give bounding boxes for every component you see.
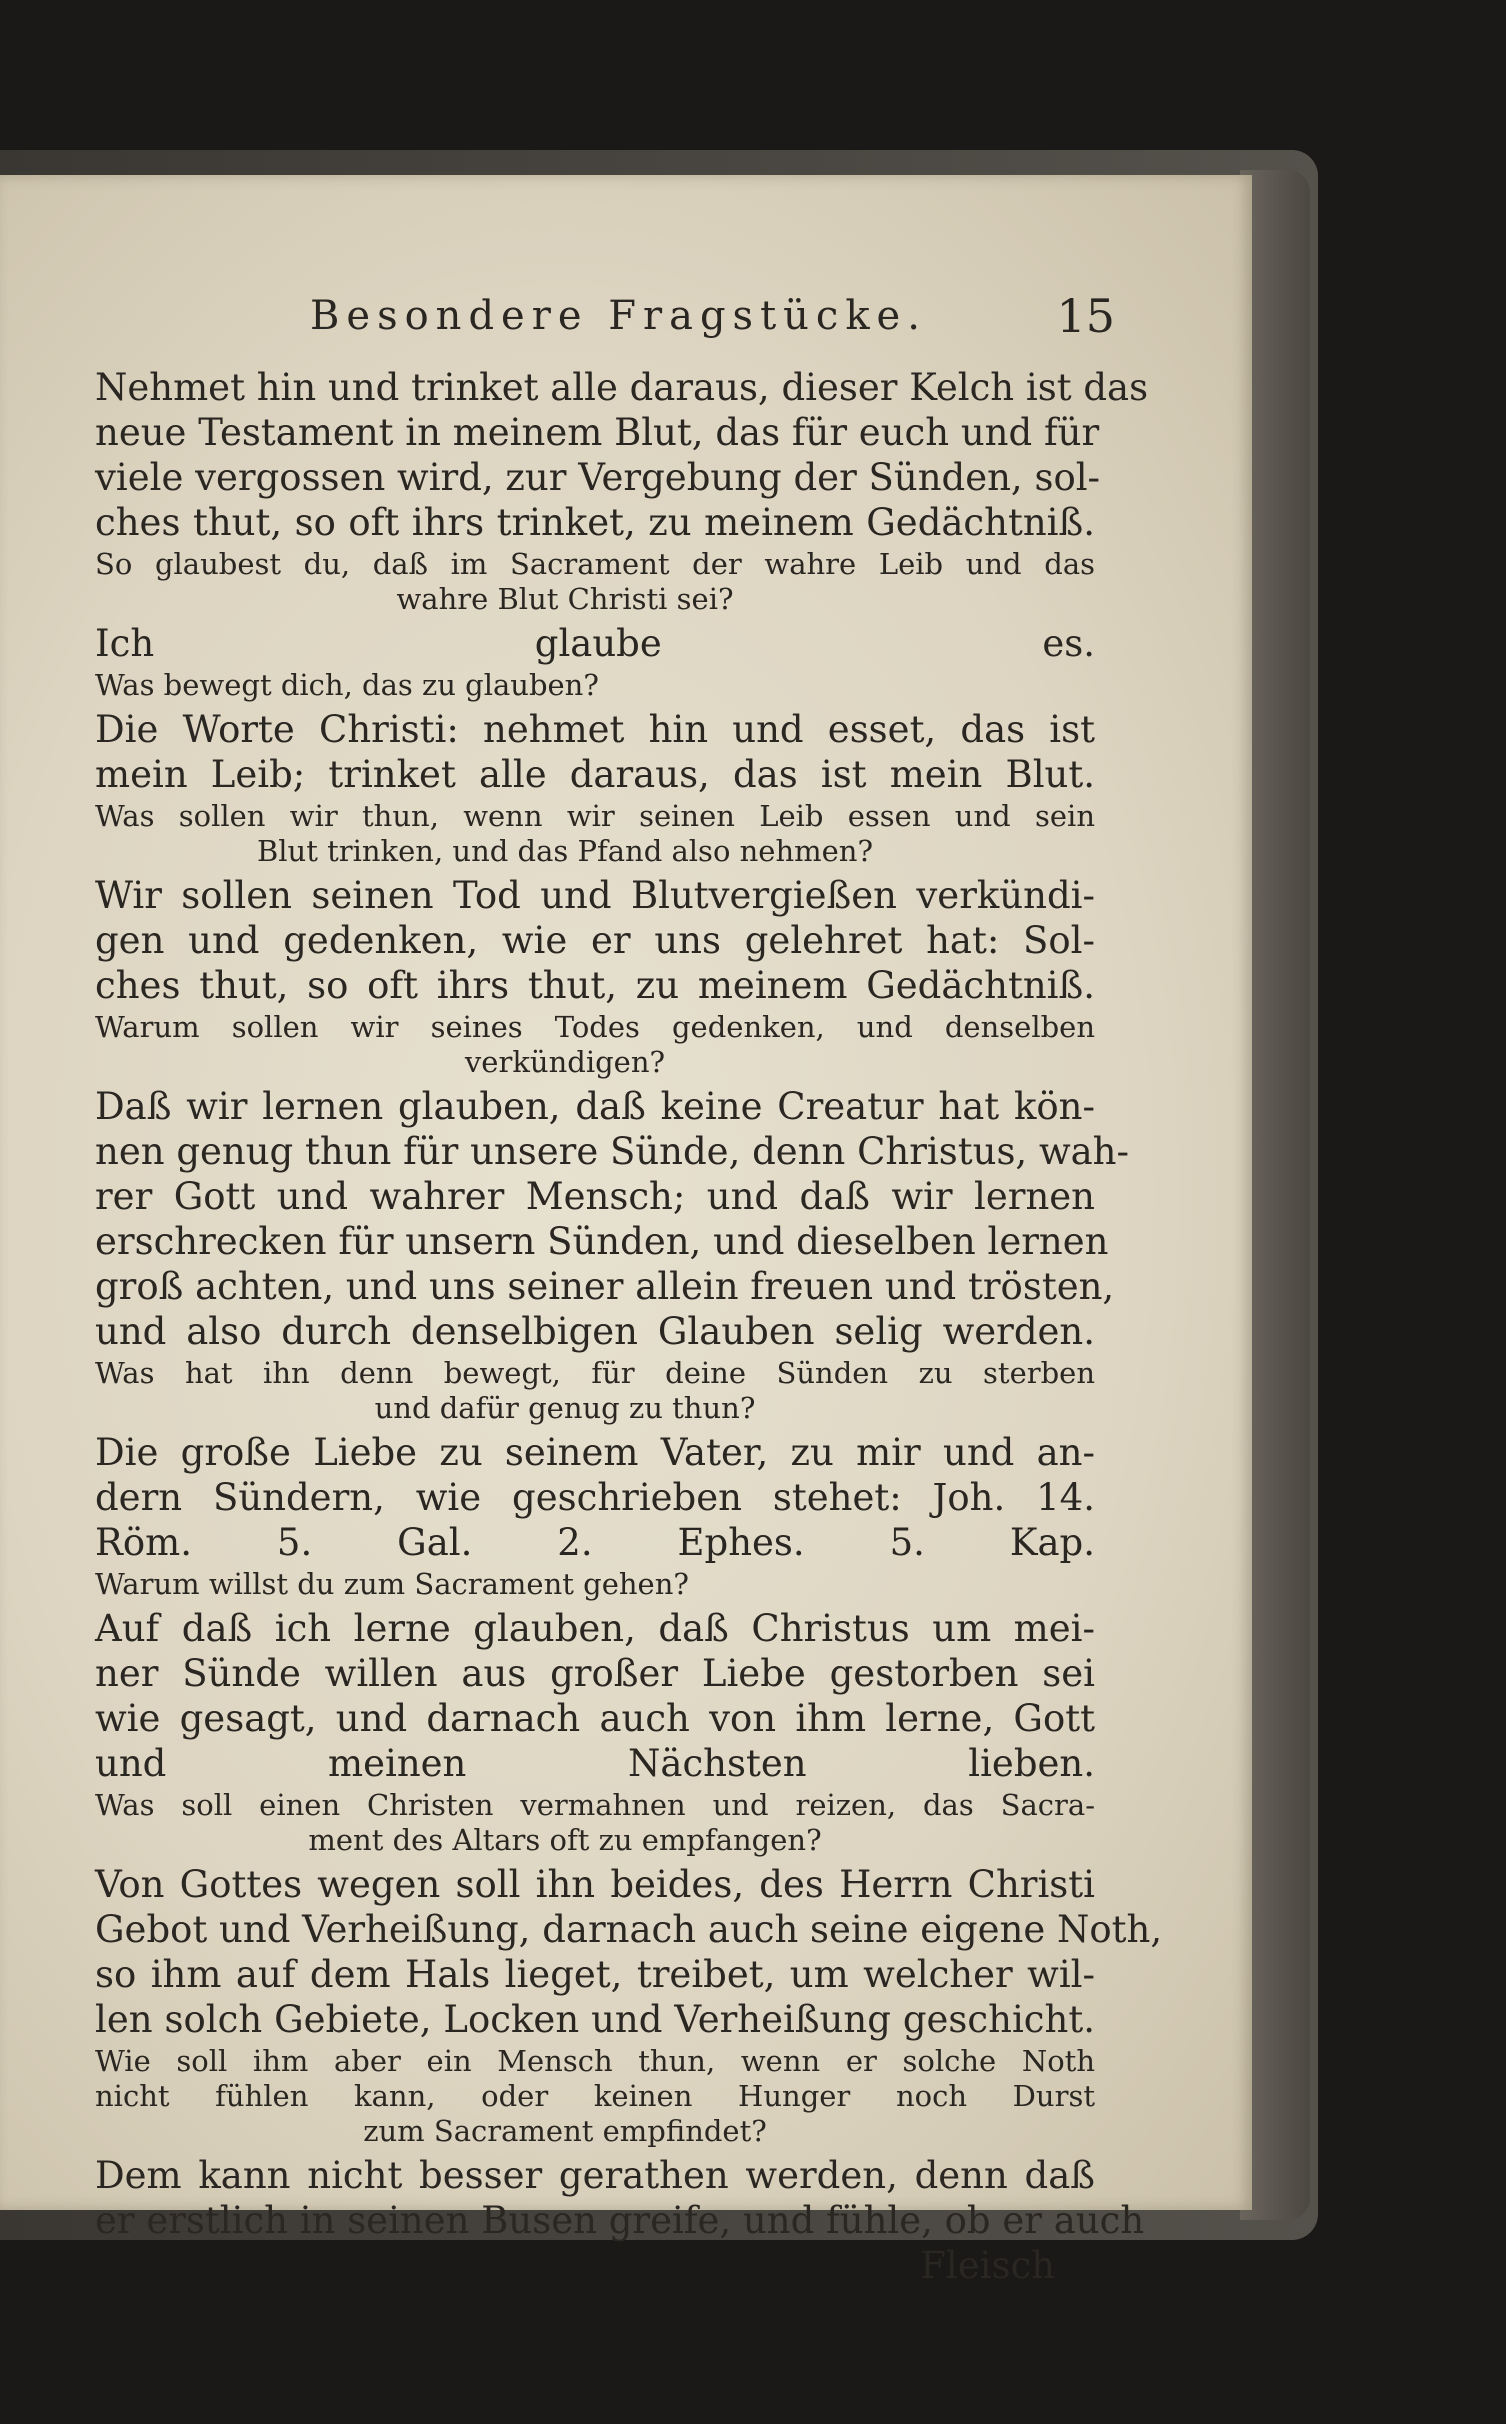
answer-paragraph xyxy=(95,873,1095,1008)
answer-line: Die Worte Christi: nehmet hin und esset, das ist xyxy=(95,708,1095,751)
question-paragraph xyxy=(95,547,1095,617)
question-paragraph xyxy=(95,1010,1095,1080)
page-text-block xyxy=(95,275,1163,2288)
question-line: Warum willst du zum Sacrament gehen? xyxy=(95,1567,689,1601)
answer-line: und also durch denselbigen Glauben selig werden. xyxy=(95,1310,1095,1353)
answer-line: Auf daß ich lerne glauben, daß Christus um mei- xyxy=(95,1607,1095,1650)
question-line: und dafür genug zu thun? xyxy=(374,1391,756,1425)
question-paragraph xyxy=(95,1567,1095,1602)
answer-line: len solch Gebiete, Locken und Verheißung geschicht. xyxy=(95,1998,1095,2041)
answer-line: dern Sündern, wie geschrieben stehet: Joh. 14. xyxy=(95,1476,1095,1519)
answer-line: Gebot und Verheißung, darnach auch seine eigene Noth, xyxy=(95,1908,1163,1951)
answer-paragraph xyxy=(95,1430,1095,1565)
answer-paragraph xyxy=(95,1862,1163,2042)
question-line: Was soll einen Christen vermahnen und reizen, das Sacra- xyxy=(95,1788,1095,1822)
answer-line: Nehmet hin und trinket alle daraus, dieser Kelch ist das xyxy=(95,366,1149,409)
question-line: ment des Altars oft zu empfangen? xyxy=(308,1823,822,1857)
question-line: Blut trinken, und das Pfand also nehmen? xyxy=(256,834,874,868)
answer-line: Von Gottes wegen soll ihn beides, des Herrn Christi xyxy=(95,1863,1095,1906)
answer-paragraph xyxy=(95,1606,1095,1786)
question-paragraph xyxy=(95,799,1095,869)
question-paragraph xyxy=(95,1356,1095,1426)
answer-line: Röm. 5. Gal. 2. Ephes. 5. Kap. xyxy=(95,1521,1095,1564)
question-paragraph xyxy=(95,2044,1095,2149)
answer-line: gen und gedenken, wie er uns gelehret hat: Sol- xyxy=(95,919,1095,962)
answer-line: und meinen Nächsten lieben. xyxy=(95,1742,1095,1785)
answer-line: ner Sünde willen aus großer Liebe gestorben sei xyxy=(95,1652,1095,1695)
answer-line: ches thut, so oft ihrs trinket, zu meinem Gedächtniß. xyxy=(95,501,1095,544)
body-text xyxy=(95,365,1163,2243)
answer-paragraph xyxy=(95,621,1095,666)
question-line: zum Sacrament empfindet? xyxy=(363,2114,767,2148)
question-line: Was sollen wir thun, wenn wir seinen Leib essen und sein xyxy=(95,799,1095,833)
question-line: Wie soll ihm aber ein Mensch thun, wenn er solche Noth xyxy=(95,2044,1095,2078)
running-head-title: Besondere Fragstücke. xyxy=(310,293,927,339)
answer-line: mein Leib; trinket alle daraus, das ist mein Blut. xyxy=(95,753,1095,796)
answer-paragraph xyxy=(95,707,1095,797)
question-line: So glaubest du, daß im Sacrament der wahre Leib und das xyxy=(95,547,1095,581)
answer-line: ches thut, so oft ihrs thut, zu meinem Gedächtniß. xyxy=(95,964,1095,1007)
answer-line: erschrecken für unsern Sünden, und dieselben lernen xyxy=(95,1220,1109,1263)
answer-line: nen genug thun für unsere Sünde, denn Christus, wah- xyxy=(95,1130,1130,1173)
answer-paragraph xyxy=(95,2153,1145,2243)
question-line: Was hat ihn denn bewegt, für deine Sünden zu sterben xyxy=(95,1356,1095,1390)
answer-line: rer Gott und wahrer Mensch; und daß wir lernen xyxy=(95,1175,1095,1218)
answer-paragraph xyxy=(95,1084,1130,1354)
question-line: wahre Blut Christi sei? xyxy=(396,582,734,616)
answer-line: neue Testament in meinem Blut, das für euch und für xyxy=(95,411,1100,454)
answer-line: so ihm auf dem Hals lieget, treibet, um welcher wil- xyxy=(95,1953,1095,1996)
answer-line: viele vergossen wird, zur Vergebung der Sünden, sol- xyxy=(95,456,1101,499)
page-number: 15 xyxy=(1056,289,1115,343)
answer-line: er erstlich in seinen Busen greife, und fühle, ob er auch xyxy=(95,2199,1145,2242)
answer-line: Die große Liebe zu seinem Vater, zu mir und an- xyxy=(95,1431,1095,1474)
question-paragraph xyxy=(95,668,1095,703)
answer-line: Ich glaube es. xyxy=(95,622,1095,665)
book-page xyxy=(0,175,1252,2287)
answer-line: Dem kann nicht besser gerathen werden, denn daß xyxy=(95,2154,1095,2197)
answer-line: groß achten, und uns seiner allein freuen und trösten, xyxy=(95,1265,1115,1308)
answer-line: wie gesagt, und darnach auch von ihm lerne, Gott xyxy=(95,1697,1095,1740)
catchword: Fleisch xyxy=(920,2244,1055,2287)
question-paragraph xyxy=(95,1788,1095,1858)
answer-line: Daß wir lernen glauben, daß keine Creatur hat kön- xyxy=(95,1085,1095,1128)
running-head xyxy=(95,275,1115,365)
question-line: verkündigen? xyxy=(464,1045,666,1079)
question-line: Warum sollen wir seines Todes gedenken, und denselben xyxy=(95,1010,1095,1044)
answer-paragraph xyxy=(95,365,1149,545)
answer-line: Wir sollen seinen Tod und Blutvergießen verkündi- xyxy=(95,874,1095,917)
question-line: nicht fühlen kann, oder keinen Hunger noch Durst xyxy=(95,2079,1095,2113)
question-line: Was bewegt dich, das zu glauben? xyxy=(95,668,599,702)
